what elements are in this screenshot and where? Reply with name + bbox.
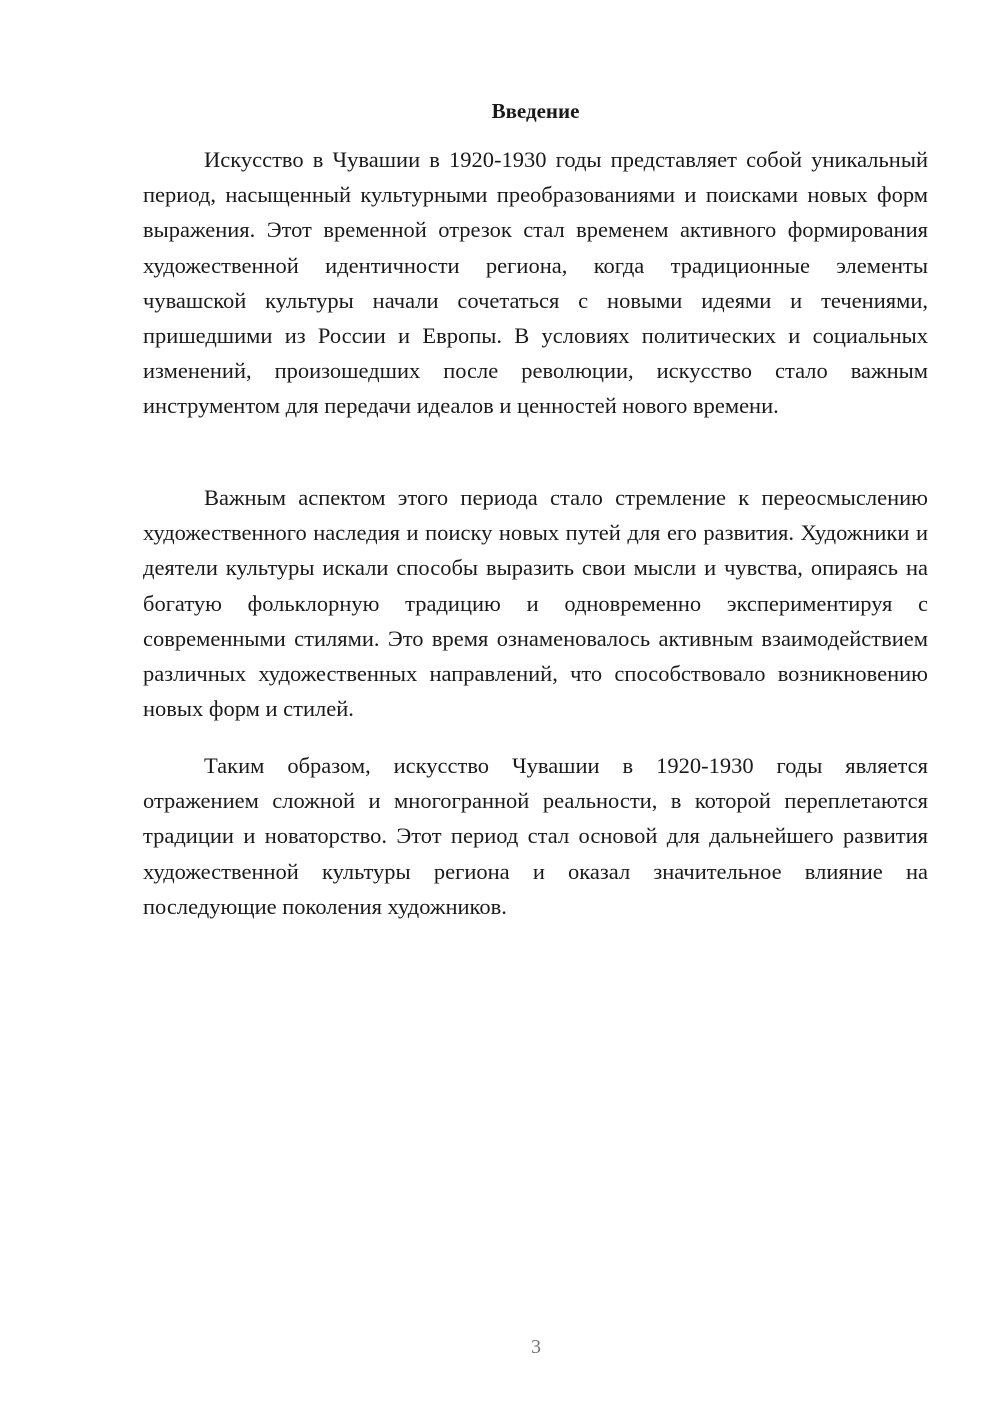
section-heading: Введение — [491, 99, 580, 123]
paragraph-3: Таким образом, искусство Чувашии в 1920-1930 годы является отражением сложной и многогранной реальности, в которой переплетаются традиции и новаторство. Этот период стал основой для дальнейшего развития художественной культуры региона и оказал значительное влияние на последующие поколения художников. — [143, 753, 928, 919]
page-number: 3 — [531, 1336, 541, 1358]
paragraph-1: Искусство в Чувашии в 1920-1930 годы представляет собой уникальный период, насыщенный культурными преобразованиями и поисками новых форм выражения. Этот временной отрезок стал временем активного формирования художественной идентичности региона, когда традиционные элементы чувашской культуры начали сочетаться с новыми идеями и течениями, пришедшими из России и Европы. В условиях политических и социальных изменений, произошедших после революции, искусство стало важным инструментом для передачи идеалов и ценностей нового времени. — [143, 147, 928, 419]
paragraph-2: Важным аспектом этого периода стало стремление к переосмыслению художественного наследия и поиску новых путей для его развития. Художники и деятели культуры искали способы выразить свои мысли и чувства, опираясь на богатую фольклорную традицию и одновременно экспериментируя с современными стилями. Это время ознаменовалось активным взаимодействием различных художественных направлений, что способствовало возникновению новых форм и стилей. — [143, 485, 928, 722]
